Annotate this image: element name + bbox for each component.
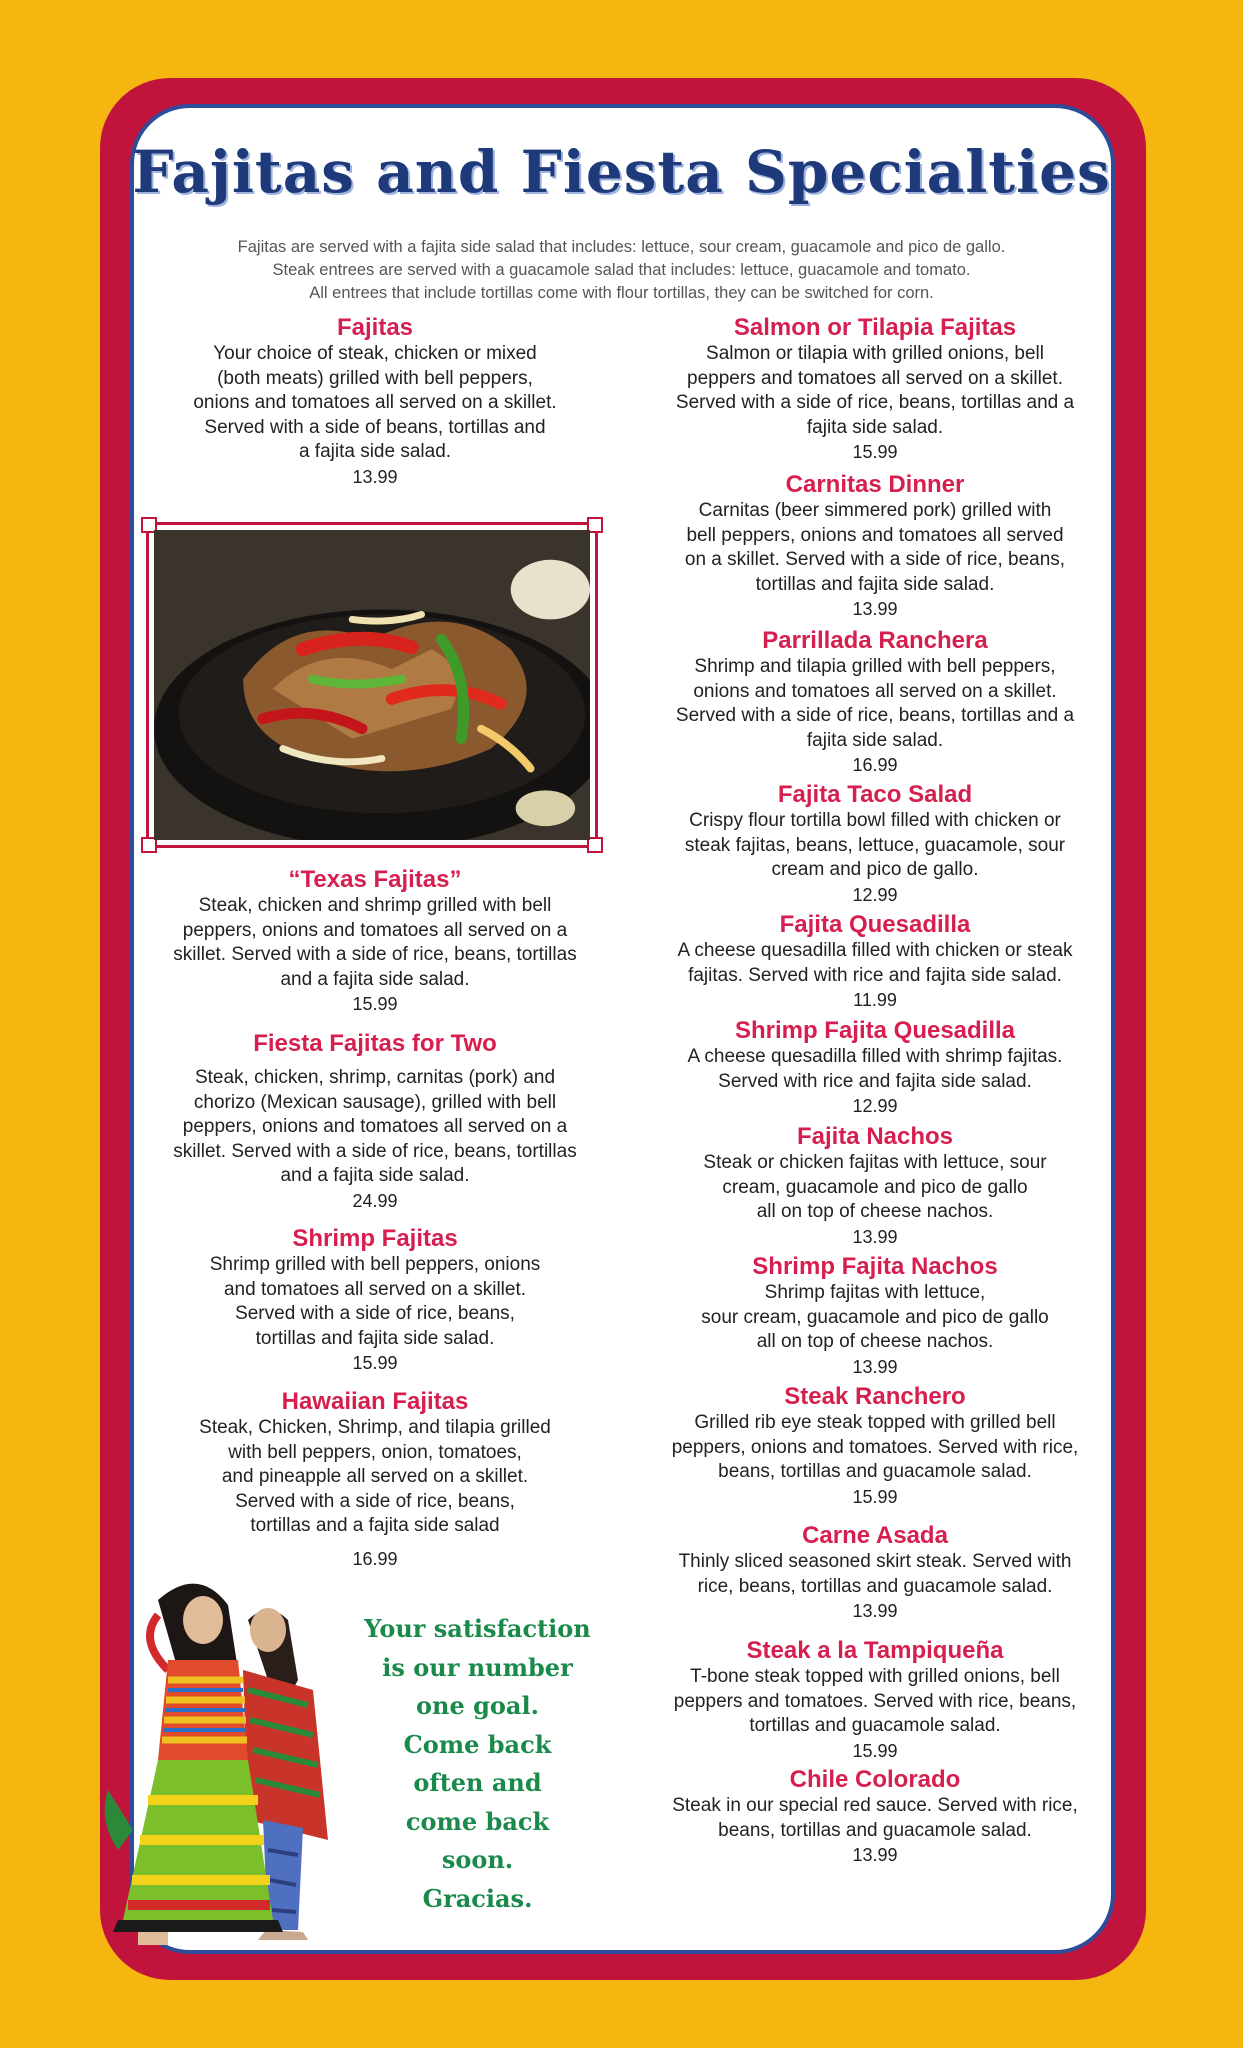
desc-line: rice, beans, tortillas and guacamole salad. <box>697 1575 1053 1597</box>
slogan <box>345 1610 610 1918</box>
fajita-photo-frame <box>146 522 598 848</box>
desc-line: (both meats) grilled with bell peppers, <box>217 367 533 389</box>
item-price: 15.99 <box>852 1486 898 1507</box>
desc-line: skillet. Served with a side of rice, beans, tortillas <box>173 1140 577 1162</box>
desc-line: Served with a side of beans, tortillas and <box>204 416 546 438</box>
item-name: Steak a la Tampiqueña <box>746 1637 1004 1664</box>
item-price: 13.99 <box>852 1601 898 1621</box>
item-desc <box>150 894 600 992</box>
desc-line: Served with a side of rice, beans, <box>235 1303 515 1324</box>
slogan-line: one goal. <box>416 1691 539 1720</box>
desc-line: peppers, onions and tomatoes all served on a <box>182 1116 568 1137</box>
intro-notes <box>170 236 1073 305</box>
desc-line: peppers and tomatoes all served on a skillet. <box>687 367 1063 389</box>
item-desc <box>650 1550 1100 1599</box>
desc-line: sour cream, guacamole and pico de gallo <box>701 1306 1049 1328</box>
item-name: “Texas Fajitas” <box>288 866 462 893</box>
desc-line: Grilled rib eye steak topped with grilled bell <box>694 1412 1056 1433</box>
menu-item-carnitas-dinner <box>650 471 1100 621</box>
desc-line: A cheese quesadilla filled with shrimp fajitas. <box>687 1046 1063 1067</box>
item-price: 15.99 <box>352 1353 398 1373</box>
desc-line: Shrimp and tilapia grilled with bell peppers, <box>694 656 1056 677</box>
item-name: Shrimp Fajita Nachos <box>752 1253 998 1280</box>
fajita-skillet-image <box>154 530 590 840</box>
desc-line: Served with a side of rice, beans, tortillas and a <box>675 705 1075 726</box>
desc-line: Served with rice and fajita side salad. <box>718 1070 1032 1092</box>
desc-line: Your choice of steak, chicken or mixed <box>213 343 537 364</box>
item-price: 13.99 <box>852 1356 898 1377</box>
item-desc <box>650 1794 1100 1843</box>
item-desc <box>150 342 600 465</box>
item-name: Fiesta Fajitas for Two <box>253 1030 497 1057</box>
item-price: 15.99 <box>352 994 398 1014</box>
desc-line: cream, guacamole and pico de gallo <box>722 1176 1028 1198</box>
desc-line: tortillas and a fajita side salad <box>250 1515 500 1536</box>
desc-line: Carnitas (beer simmered pork) grilled with <box>698 500 1052 521</box>
desc-line: Steak in our special red sauce. Served with rice, <box>672 1795 1078 1816</box>
desc-line: cream and pico de gallo. <box>771 859 979 880</box>
slogan-line: Come back <box>403 1729 552 1759</box>
page-title: Fajitas and Fiesta Specialties <box>132 138 1111 206</box>
item-desc <box>650 1411 1100 1485</box>
intro-line: Steak entrees are served with a guacamole salad that includes: lettuce, guacamole and tomato. <box>272 261 971 279</box>
desc-line: a fajita side salad. <box>298 441 452 462</box>
desc-line: A cheese quesadilla filled with chicken or steak <box>677 940 1073 961</box>
desc-line: with bell peppers, onion, tomatoes, <box>228 1441 522 1463</box>
desc-line: Steak or chicken fajitas with lettuce, sour <box>703 1152 1047 1173</box>
desc-line: Served with a side of rice, beans, tortillas and a <box>675 392 1075 413</box>
desc-line: beans, tortillas and guacamole salad. <box>718 1819 1032 1841</box>
item-price: 13.99 <box>852 1226 898 1247</box>
item-desc <box>650 809 1100 883</box>
item-name: Shrimp Fajitas <box>292 1225 458 1252</box>
item-price: 13.99 <box>352 466 398 487</box>
menu-item-texas-fajitas <box>150 866 600 1016</box>
item-name: Chile Colorado <box>789 1766 961 1793</box>
desc-line: and pineapple all served on a skillet. <box>221 1466 529 1487</box>
item-name: Salmon or Tilapia Fajitas <box>733 314 1017 341</box>
desc-line: Steak, chicken and shrimp grilled with bell <box>198 895 552 916</box>
intro-line: All entrees that include tortillas come with flour tortillas, they can be switched for corn. <box>309 284 934 302</box>
desc-line: Served with a side of rice, beans, <box>235 1490 515 1512</box>
menu-item-steak-a-la-tampiquena <box>650 1637 1100 1763</box>
desc-line: and tomatoes all served on a skillet. <box>223 1278 527 1300</box>
item-desc <box>650 499 1100 597</box>
desc-line: steak fajitas, beans, lettuce, guacamole, sour <box>684 834 1066 856</box>
item-name: Carne Asada <box>802 1522 948 1549</box>
menu-item-steak-ranchero <box>650 1383 1100 1509</box>
menu-item-fajita-nachos <box>650 1123 1100 1249</box>
item-name: Parrillada Ranchera <box>762 627 988 654</box>
item-price: 13.99 <box>852 1845 898 1865</box>
desc-line: all on top of cheese nachos. <box>756 1331 994 1352</box>
menu-item-fajita-taco-salad <box>650 781 1100 907</box>
item-price: 11.99 <box>853 990 897 1010</box>
desc-line: peppers and tomatoes. Served with rice, beans, <box>673 1690 1077 1712</box>
item-desc <box>650 1151 1100 1225</box>
desc-line: and a fajita side salad. <box>280 1165 470 1186</box>
item-price: 12.99 <box>852 1096 898 1116</box>
item-desc <box>650 1045 1100 1094</box>
desc-line: skillet. Served with a side of rice, beans, tortillas <box>173 944 577 965</box>
menu-item-fajitas <box>150 314 600 489</box>
slogan-line: often and <box>413 1768 542 1797</box>
desc-line: Shrimp fajitas with lettuce, <box>764 1282 986 1303</box>
item-price: 16.99 <box>352 1548 398 1569</box>
menu-item-salmon-tilapia-fajitas <box>650 314 1100 464</box>
slogan-line: Your satisfaction <box>364 1614 591 1643</box>
desc-line: chorizo (Mexican sausage), grilled with bell <box>193 1091 557 1113</box>
item-desc <box>650 939 1100 988</box>
item-desc <box>650 342 1100 440</box>
fajita-illustration <box>154 530 590 840</box>
menu-item-shrimp-fajita-nachos <box>650 1253 1100 1379</box>
desc-line: fajita side salad. <box>806 729 944 751</box>
desc-line: tortillas and fajita side salad. <box>255 1327 495 1349</box>
desc-line: beans, tortillas and guacamole salad. <box>718 1461 1032 1482</box>
item-name: Fajitas <box>336 314 414 341</box>
item-name: Hawaiian Fajitas <box>281 1388 469 1415</box>
item-desc <box>650 1281 1100 1355</box>
intro-line: Fajitas are served with a fajita side salad that includes: lettuce, sour cream, guacamole and pico de gallo. <box>237 238 1006 256</box>
item-desc <box>650 655 1100 753</box>
menu-item-carne-asada <box>650 1522 1100 1623</box>
item-price: 24.99 <box>352 1190 398 1211</box>
menu-item-parrillada-ranchera <box>650 627 1100 777</box>
desc-line: Shrimp grilled with bell peppers, onions <box>209 1254 541 1275</box>
item-name: Fajita Taco Salad <box>777 781 973 808</box>
item-price: 16.99 <box>852 755 898 775</box>
desc-line: onions and tomatoes all served on a skillet. <box>193 392 557 413</box>
folk-dancers-illustration <box>98 1560 358 1955</box>
desc-line: fajitas. Served with rice and fajita side salad. <box>688 964 1062 986</box>
item-desc <box>150 1416 600 1539</box>
item-desc <box>150 1066 600 1189</box>
item-name: Fajita Quesadilla <box>779 911 971 938</box>
desc-line: peppers, onions and tomatoes. Served with rice, <box>671 1436 1079 1458</box>
desc-line: fajita side salad. <box>806 416 944 438</box>
desc-line: onions and tomatoes all served on a skillet. <box>693 680 1057 702</box>
item-price: 12.99 <box>852 884 898 905</box>
menu-item-chile-colorado <box>650 1766 1100 1867</box>
desc-line: tortillas and guacamole salad. <box>749 1715 1001 1736</box>
slogan-line: come back <box>405 1806 550 1836</box>
desc-line: tortillas and fajita side salad. <box>755 573 995 595</box>
desc-line: Steak, chicken, shrimp, carnitas (pork) and <box>194 1067 556 1088</box>
item-desc <box>650 1665 1100 1739</box>
desc-line: T-bone steak topped with grilled onions, bell <box>690 1666 1060 1687</box>
item-price: 13.99 <box>852 599 898 619</box>
desc-line: and a fajita side salad. <box>280 968 470 990</box>
slogan-line: soon. <box>441 1845 514 1874</box>
menu-item-fiesta-fajitas-for-two <box>150 1030 600 1213</box>
menu-item-shrimp-fajitas <box>150 1225 600 1375</box>
desc-line: Thinly sliced seasoned skirt steak. Served with <box>678 1551 1072 1572</box>
desc-line: all on top of cheese nachos. <box>756 1201 994 1222</box>
menu-item-hawaiian-fajitas <box>150 1388 600 1571</box>
slogan-line: Gracias. <box>422 1883 533 1913</box>
menu-item-fajita-quesadilla <box>650 911 1100 1012</box>
item-name: Steak Ranchero <box>784 1383 966 1410</box>
menu-item-shrimp-fajita-quesadilla <box>650 1017 1100 1118</box>
desc-line: Steak, Chicken, Shrimp, and tilapia grilled <box>199 1417 551 1438</box>
desc-line: bell peppers, onions and tomatoes all served <box>686 524 1064 546</box>
item-name: Carnitas Dinner <box>785 471 965 498</box>
desc-line: peppers, onions and tomatoes all served on a <box>182 919 568 941</box>
item-name: Fajita Nachos <box>796 1123 954 1150</box>
item-price: 15.99 <box>852 442 898 462</box>
item-price: 15.99 <box>852 1740 898 1761</box>
desc-line: Crispy flour tortilla bowl filled with chicken or <box>689 810 1061 831</box>
slogan-line: is our number <box>382 1652 573 1682</box>
item-desc <box>150 1253 600 1351</box>
desc-line: on a skillet. Served with a side of rice, beans, <box>684 549 1066 570</box>
item-name: Shrimp Fajita Quesadilla <box>734 1017 1016 1044</box>
desc-line: Salmon or tilapia with grilled onions, bell <box>706 343 1044 364</box>
